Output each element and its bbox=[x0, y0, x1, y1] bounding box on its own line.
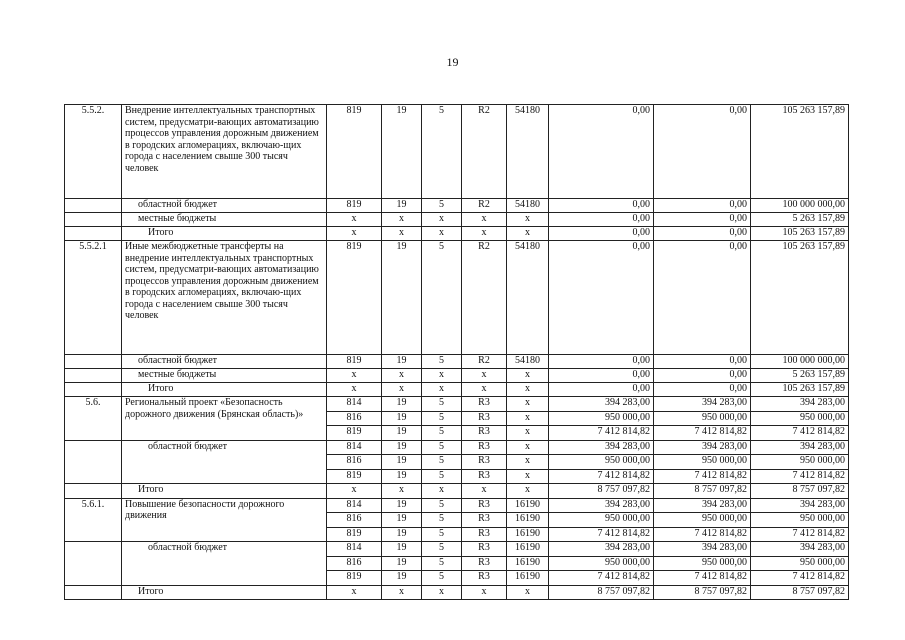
section-code: 19 bbox=[382, 397, 422, 412]
row-number-empty bbox=[65, 383, 122, 397]
amount-2019: 8 757 097,82 bbox=[549, 585, 654, 600]
amount-2020: 394 283,00 bbox=[654, 542, 751, 557]
section-code: x bbox=[382, 227, 422, 241]
expense-code: x bbox=[507, 469, 549, 484]
section-code: 19 bbox=[382, 542, 422, 557]
section-code: 19 bbox=[382, 241, 422, 355]
expense-code: x bbox=[507, 455, 549, 470]
amount-2020: 950 000,00 bbox=[654, 411, 751, 426]
amount-2020: 7 412 814,82 bbox=[654, 469, 751, 484]
subsection-code: 5 bbox=[422, 527, 462, 542]
amount-2019: 394 283,00 bbox=[549, 498, 654, 513]
admin-code: 819 bbox=[327, 571, 382, 586]
target-code: x bbox=[462, 227, 507, 241]
amount-2019: 0,00 bbox=[549, 213, 654, 227]
row-number-empty bbox=[65, 440, 122, 484]
section-code: x bbox=[382, 213, 422, 227]
amount-2019: 0,00 bbox=[549, 241, 654, 355]
row-number: 5.5.2. bbox=[65, 105, 122, 199]
expense-code: x bbox=[507, 484, 549, 499]
admin-code: x bbox=[327, 585, 382, 600]
amount-2020: 7 412 814,82 bbox=[654, 527, 751, 542]
admin-code: x bbox=[327, 369, 382, 383]
expense-code: x bbox=[507, 213, 549, 227]
section-code: 19 bbox=[382, 498, 422, 513]
subsection-code: 5 bbox=[422, 199, 462, 213]
subtotal-row bbox=[65, 383, 849, 397]
subtotal-row bbox=[65, 199, 849, 213]
expense-code: 16190 bbox=[507, 527, 549, 542]
section-code: 19 bbox=[382, 426, 422, 441]
amount-2019: 7 412 814,82 bbox=[549, 469, 654, 484]
subsection-code: 5 bbox=[422, 440, 462, 455]
subsection-code: 5 bbox=[422, 498, 462, 513]
amount-2019: 8 757 097,82 bbox=[549, 484, 654, 499]
admin-code: 819 bbox=[327, 241, 382, 355]
subtotal-row bbox=[65, 355, 849, 369]
section-code: 19 bbox=[382, 556, 422, 571]
row-number-empty bbox=[65, 542, 122, 586]
amount-2019: 7 412 814,82 bbox=[549, 571, 654, 586]
amount-2019: 7 412 814,82 bbox=[549, 426, 654, 441]
target-code: R3 bbox=[462, 411, 507, 426]
subsection-code: 5 bbox=[422, 411, 462, 426]
subsection-code: 5 bbox=[422, 355, 462, 369]
amount-2020: 0,00 bbox=[654, 383, 751, 397]
section-code: 19 bbox=[382, 355, 422, 369]
expense-code: 54180 bbox=[507, 105, 549, 199]
expense-code: x bbox=[507, 383, 549, 397]
row-label: Итого bbox=[122, 227, 327, 241]
amount-2021: 8 757 097,82 bbox=[751, 484, 849, 499]
section-code: 19 bbox=[382, 513, 422, 528]
amount-2021: 100 000 000,00 bbox=[751, 355, 849, 369]
row-number: 5.6. bbox=[65, 397, 122, 441]
amount-2020: 0,00 bbox=[654, 355, 751, 369]
section-row bbox=[65, 241, 849, 355]
total-label: Итого bbox=[122, 484, 327, 499]
target-code: R3 bbox=[462, 556, 507, 571]
target-code: R3 bbox=[462, 542, 507, 557]
target-code: R2 bbox=[462, 105, 507, 199]
target-code: R3 bbox=[462, 426, 507, 441]
table-body bbox=[65, 105, 849, 600]
amount-2019: 950 000,00 bbox=[549, 556, 654, 571]
amount-2019: 0,00 bbox=[549, 369, 654, 383]
section-row bbox=[65, 105, 849, 199]
admin-code: x bbox=[327, 484, 382, 499]
target-code: R3 bbox=[462, 498, 507, 513]
row-number-empty bbox=[65, 213, 122, 227]
subsection-code: x bbox=[422, 213, 462, 227]
amount-2019: 394 283,00 bbox=[549, 397, 654, 412]
amount-2021: 7 412 814,82 bbox=[751, 527, 849, 542]
admin-code: 819 bbox=[327, 469, 382, 484]
budget-table bbox=[64, 104, 849, 600]
amount-2021: 105 263 157,89 bbox=[751, 105, 849, 199]
amount-2021: 7 412 814,82 bbox=[751, 469, 849, 484]
subsection-code: x bbox=[422, 227, 462, 241]
budget-label: областной бюджет bbox=[122, 542, 327, 586]
subsection-code: x bbox=[422, 369, 462, 383]
admin-code: 819 bbox=[327, 527, 382, 542]
admin-code: 814 bbox=[327, 498, 382, 513]
total-label: Итого bbox=[122, 585, 327, 600]
admin-code: x bbox=[327, 227, 382, 241]
subsection-code: 5 bbox=[422, 455, 462, 470]
amount-2020: 7 412 814,82 bbox=[654, 426, 751, 441]
amount-2020: 8 757 097,82 bbox=[654, 484, 751, 499]
subsection-code: x bbox=[422, 484, 462, 499]
amount-2021: 8 757 097,82 bbox=[751, 585, 849, 600]
subsection-code: 5 bbox=[422, 469, 462, 484]
section-code: 19 bbox=[382, 527, 422, 542]
expense-code: 54180 bbox=[507, 199, 549, 213]
amount-2020: 8 757 097,82 bbox=[654, 585, 751, 600]
expense-code: x bbox=[507, 440, 549, 455]
row-number-empty bbox=[65, 199, 122, 213]
subsection-code: x bbox=[422, 383, 462, 397]
amount-2020: 394 283,00 bbox=[654, 440, 751, 455]
row-description: Внедрение интеллектуальных транспортных систем, предусматри-вающих автоматизацию процессов управления дорожным движением в городских агломерациях, включаю-щих города с населением свыше 300 тысяч человек bbox=[122, 105, 327, 199]
subtotal-row bbox=[65, 227, 849, 241]
admin-code: 819 bbox=[327, 355, 382, 369]
subsection-code: 5 bbox=[422, 397, 462, 412]
row-number-empty bbox=[65, 484, 122, 499]
expense-code: 16190 bbox=[507, 571, 549, 586]
amount-2020: 0,00 bbox=[654, 213, 751, 227]
admin-code: 816 bbox=[327, 513, 382, 528]
row-number-empty bbox=[65, 369, 122, 383]
amount-2021: 394 283,00 bbox=[751, 440, 849, 455]
amount-2020: 950 000,00 bbox=[654, 455, 751, 470]
row-label: местные бюджеты bbox=[122, 213, 327, 227]
amount-2019: 950 000,00 bbox=[549, 455, 654, 470]
target-code: x bbox=[462, 383, 507, 397]
admin-code: 819 bbox=[327, 105, 382, 199]
amount-2021: 7 412 814,82 bbox=[751, 426, 849, 441]
budget-label: областной бюджет bbox=[122, 440, 327, 484]
section-code: x bbox=[382, 585, 422, 600]
section-code: 19 bbox=[382, 440, 422, 455]
amount-2019: 0,00 bbox=[549, 227, 654, 241]
expense-code: 54180 bbox=[507, 241, 549, 355]
amount-2021: 105 263 157,89 bbox=[751, 383, 849, 397]
target-code: R2 bbox=[462, 199, 507, 213]
amount-2020: 7 412 814,82 bbox=[654, 571, 751, 586]
amount-2019: 950 000,00 bbox=[549, 513, 654, 528]
expense-code: 54180 bbox=[507, 355, 549, 369]
amount-2020: 0,00 bbox=[654, 369, 751, 383]
admin-code: 814 bbox=[327, 440, 382, 455]
total-row bbox=[65, 585, 849, 600]
amount-2020: 950 000,00 bbox=[654, 513, 751, 528]
subsection-code: 5 bbox=[422, 241, 462, 355]
amount-2019: 0,00 bbox=[549, 105, 654, 199]
page-number: 19 bbox=[446, 55, 459, 69]
admin-code: 814 bbox=[327, 542, 382, 557]
subtotal-row bbox=[65, 213, 849, 227]
amount-2019: 7 412 814,82 bbox=[549, 527, 654, 542]
amount-2021: 5 263 157,89 bbox=[751, 213, 849, 227]
target-code: R3 bbox=[462, 571, 507, 586]
target-code: R2 bbox=[462, 355, 507, 369]
expense-code: x bbox=[507, 426, 549, 441]
amount-2020: 0,00 bbox=[654, 105, 751, 199]
subsection-code: 5 bbox=[422, 542, 462, 557]
row-label: Итого bbox=[122, 383, 327, 397]
amount-2021: 7 412 814,82 bbox=[751, 571, 849, 586]
expense-code: 16190 bbox=[507, 513, 549, 528]
amount-2020: 0,00 bbox=[654, 199, 751, 213]
data-row bbox=[65, 397, 849, 412]
target-code: x bbox=[462, 369, 507, 383]
row-label: областной бюджет bbox=[122, 355, 327, 369]
section-code: 19 bbox=[382, 411, 422, 426]
row-number-empty bbox=[65, 227, 122, 241]
admin-code: x bbox=[327, 383, 382, 397]
expense-code: x bbox=[507, 369, 549, 383]
amount-2019: 0,00 bbox=[549, 355, 654, 369]
subsection-code: 5 bbox=[422, 105, 462, 199]
amount-2019: 394 283,00 bbox=[549, 542, 654, 557]
row-number: 5.5.2.1 bbox=[65, 241, 122, 355]
amount-2019: 0,00 bbox=[549, 383, 654, 397]
admin-code: 819 bbox=[327, 426, 382, 441]
expense-code: 16190 bbox=[507, 498, 549, 513]
subtotal-row bbox=[65, 369, 849, 383]
section-code: 19 bbox=[382, 469, 422, 484]
expense-code: x bbox=[507, 397, 549, 412]
section-code: 19 bbox=[382, 105, 422, 199]
target-code: x bbox=[462, 484, 507, 499]
target-code: R3 bbox=[462, 440, 507, 455]
amount-2020: 950 000,00 bbox=[654, 556, 751, 571]
admin-code: 816 bbox=[327, 455, 382, 470]
row-label: местные бюджеты bbox=[122, 369, 327, 383]
data-row bbox=[65, 498, 849, 513]
row-number-empty bbox=[65, 585, 122, 600]
row-description: Иные межбюджетные трансферты на внедрение интеллектуальных транспортных систем, предусматри-вающих автоматизацию процессов управления дорожным движением в городских агломерациях, включаю-щих города с населением свыше 300 тысяч человек bbox=[122, 241, 327, 355]
section-code: x bbox=[382, 484, 422, 499]
amount-2021: 5 263 157,89 bbox=[751, 369, 849, 383]
row-description: Повышение безопасности дорожного движения bbox=[122, 498, 327, 542]
subsection-code: 5 bbox=[422, 571, 462, 586]
row-number-empty bbox=[65, 355, 122, 369]
amount-2021: 950 000,00 bbox=[751, 455, 849, 470]
target-code: R3 bbox=[462, 469, 507, 484]
row-number: 5.6.1. bbox=[65, 498, 122, 542]
budget-row bbox=[65, 542, 849, 557]
target-code: R3 bbox=[462, 455, 507, 470]
section-code: 19 bbox=[382, 455, 422, 470]
expense-code: 16190 bbox=[507, 556, 549, 571]
expense-code: x bbox=[507, 227, 549, 241]
target-code: x bbox=[462, 213, 507, 227]
row-label: областной бюджет bbox=[122, 199, 327, 213]
amount-2020: 0,00 bbox=[654, 241, 751, 355]
target-code: R3 bbox=[462, 513, 507, 528]
section-code: x bbox=[382, 369, 422, 383]
target-code: R3 bbox=[462, 397, 507, 412]
section-code: 19 bbox=[382, 199, 422, 213]
amount-2021: 394 283,00 bbox=[751, 542, 849, 557]
amount-2021: 100 000 000,00 bbox=[751, 199, 849, 213]
section-code: x bbox=[382, 383, 422, 397]
expense-code: 16190 bbox=[507, 542, 549, 557]
target-code: R2 bbox=[462, 241, 507, 355]
amount-2021: 105 263 157,89 bbox=[751, 227, 849, 241]
amount-2021: 394 283,00 bbox=[751, 397, 849, 412]
amount-2021: 394 283,00 bbox=[751, 498, 849, 513]
subsection-code: x bbox=[422, 585, 462, 600]
admin-code: 816 bbox=[327, 411, 382, 426]
subsection-code: 5 bbox=[422, 513, 462, 528]
amount-2019: 394 283,00 bbox=[549, 440, 654, 455]
amount-2021: 950 000,00 bbox=[751, 513, 849, 528]
admin-code: x bbox=[327, 213, 382, 227]
subsection-code: 5 bbox=[422, 556, 462, 571]
admin-code: 819 bbox=[327, 199, 382, 213]
budget-row bbox=[65, 440, 849, 455]
admin-code: 816 bbox=[327, 556, 382, 571]
amount-2020: 394 283,00 bbox=[654, 498, 751, 513]
target-code: R3 bbox=[462, 527, 507, 542]
amount-2021: 950 000,00 bbox=[751, 556, 849, 571]
amount-2021: 105 263 157,89 bbox=[751, 241, 849, 355]
expense-code: x bbox=[507, 411, 549, 426]
row-description: Региональный проект «Безопасность дорожного движения (Брянская область)» bbox=[122, 397, 327, 441]
amount-2020: 394 283,00 bbox=[654, 397, 751, 412]
target-code: x bbox=[462, 585, 507, 600]
expense-code: x bbox=[507, 585, 549, 600]
amount-2020: 0,00 bbox=[654, 227, 751, 241]
amount-2021: 950 000,00 bbox=[751, 411, 849, 426]
amount-2019: 0,00 bbox=[549, 199, 654, 213]
amount-2019: 950 000,00 bbox=[549, 411, 654, 426]
total-row bbox=[65, 484, 849, 499]
subsection-code: 5 bbox=[422, 426, 462, 441]
section-code: 19 bbox=[382, 571, 422, 586]
admin-code: 814 bbox=[327, 397, 382, 412]
